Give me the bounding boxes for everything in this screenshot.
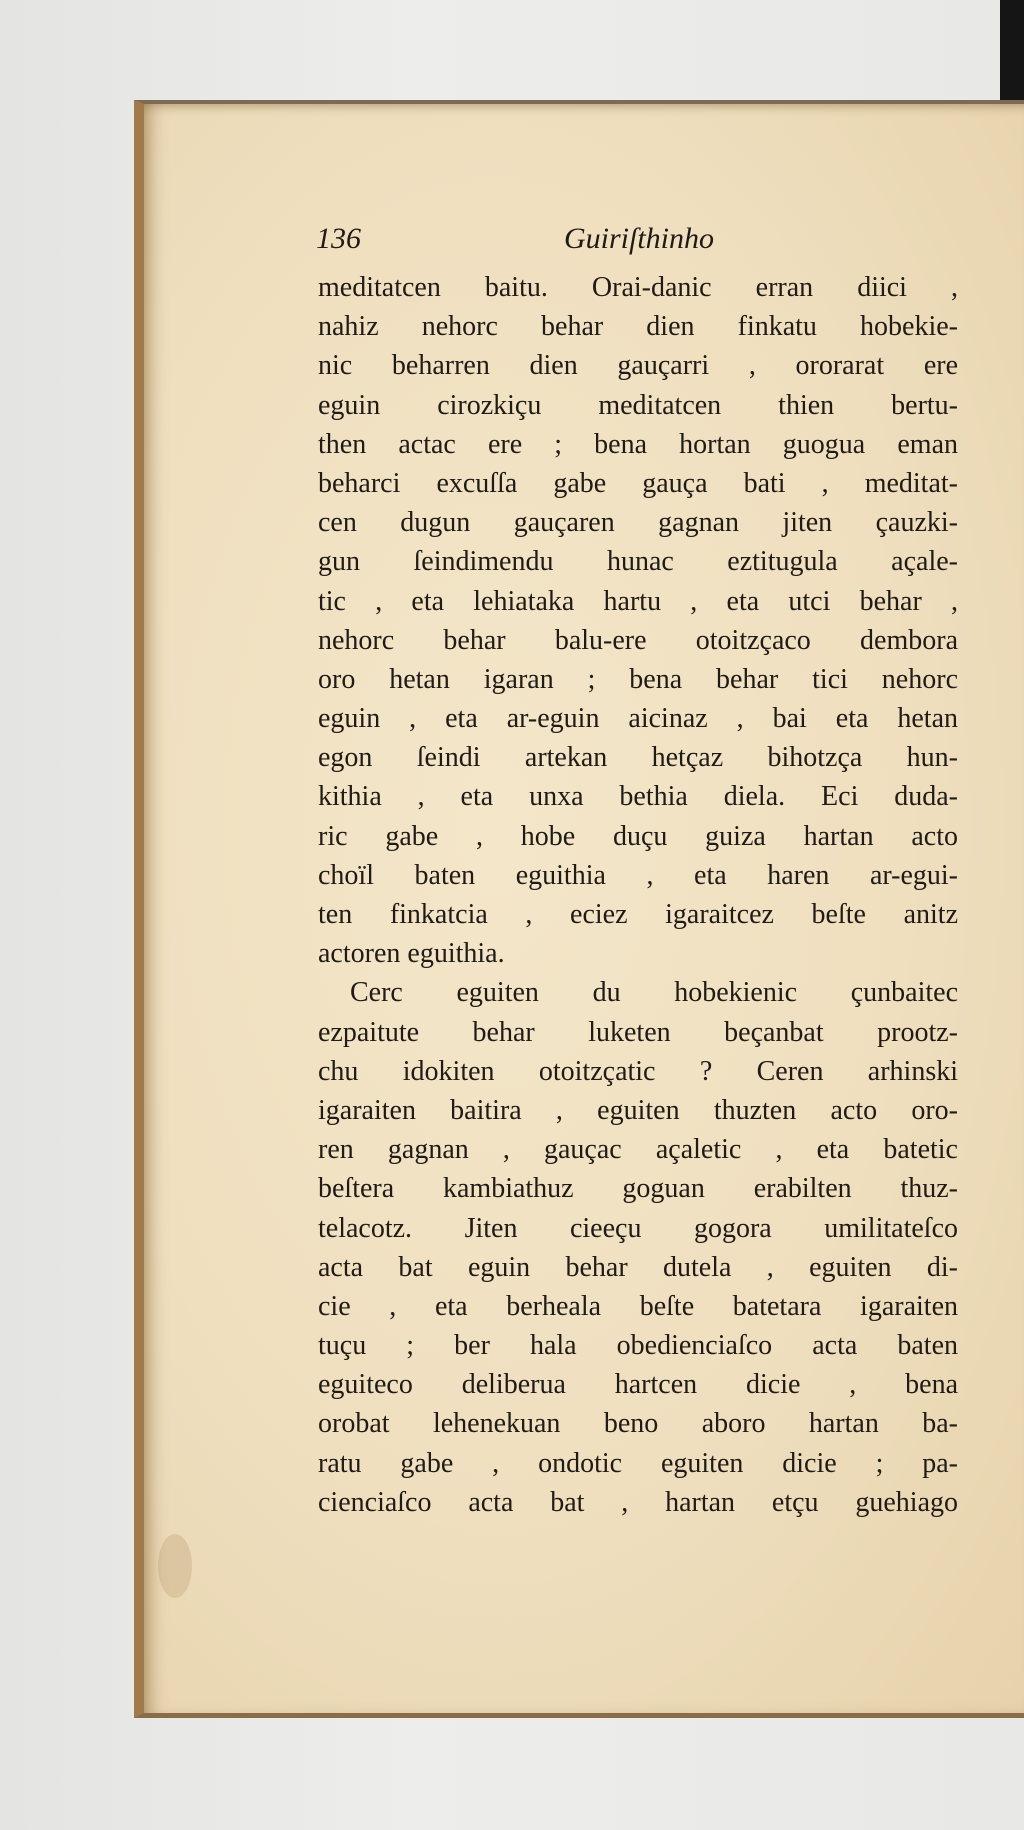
page-stain: [158, 1534, 192, 1598]
running-title: Guiriſthinho: [564, 222, 715, 255]
text-line: choïl baten eguithia , eta haren ar-egui-: [318, 859, 958, 891]
text-line: ten finkatcia , eciez igaraitcez beſte anitz: [318, 899, 958, 930]
text-line: eguin , eta ar-eguin aicinaz , bai eta hetan: [318, 703, 958, 735]
text-line: tuçu ; ber hala obedienciaſco acta baten: [318, 1330, 958, 1362]
text-line: ren gagnan , gauçac açaletic , eta batetic: [318, 1134, 958, 1166]
text-line: cen dugun gauçaren gagnan jiten çauzki-: [318, 507, 958, 539]
text-line: ezpaitute behar luketen beçanbat prootz-: [318, 1016, 958, 1048]
text-line-paragraph-start: Cerc eguiten du hobekienic çunbaitec: [350, 977, 958, 1009]
text-line-paragraph-end: actoren eguithia.: [318, 938, 505, 970]
body-text: [318, 268, 958, 1522]
text-line: meditatcen baitu. Orai-danic erran diici ,: [318, 272, 958, 303]
text-line: telacotz. Jiten cieeçu gogora umilitateſco: [318, 1212, 958, 1244]
page-header: [316, 222, 936, 266]
text-line: egon ſeindi artekan hetçaz bihotzça hun-: [318, 742, 958, 774]
text-line: tic , eta lehiataka hartu , eta utci behar ,: [318, 585, 958, 617]
text-line: ric gabe , hobe duçu guiza hartan acto: [318, 820, 958, 852]
page-number: 136: [316, 222, 361, 255]
scanner-edge: [1000, 0, 1024, 110]
text-line: chu idokiten otoitzçatic ? Ceren arhinski: [318, 1055, 958, 1087]
text-line: eguiteco deliberua hartcen dicie , bena: [318, 1369, 958, 1401]
text-line: acta bat eguin behar dutela , eguiten di-: [318, 1251, 958, 1283]
text-line: igaraiten baitira , eguiten thuzten acto oro-: [318, 1094, 958, 1126]
text-line: orobat lehenekuan beno aboro hartan ba-: [318, 1408, 958, 1440]
text-line: nahiz nehorc behar dien finkatu hobekie-: [318, 311, 958, 343]
text-line: nehorc behar balu-ere otoitzçaco dembora: [318, 624, 958, 656]
text-line: nic beharren dien gauçarri , ororarat ere: [318, 350, 958, 382]
text-line: gun ſeindimendu hunac eztitugula açale-: [318, 546, 958, 578]
text-line: beſtera kambiathuz goguan erabilten thuz-: [318, 1173, 958, 1205]
text-line: ratu gabe , ondotic eguiten dicie ; pa-: [318, 1447, 958, 1479]
text-line: oro hetan igaran ; bena behar tici nehorc: [318, 663, 958, 695]
text-line: then actac ere ; bena hortan guogua eman: [318, 428, 958, 460]
text-line: cienciaſco acta bat , hartan etçu guehiago: [318, 1486, 958, 1518]
text-line: beharci excuſſa gabe gauça bati , meditat-: [318, 467, 958, 499]
text-line: kithia , eta unxa bethia diela. Eci duda-: [318, 781, 958, 813]
text-line: eguin cirozkiçu meditatcen thien bertu-: [318, 389, 958, 421]
text-line: cie , eta berheala beſte batetara igaraiten: [318, 1290, 958, 1322]
